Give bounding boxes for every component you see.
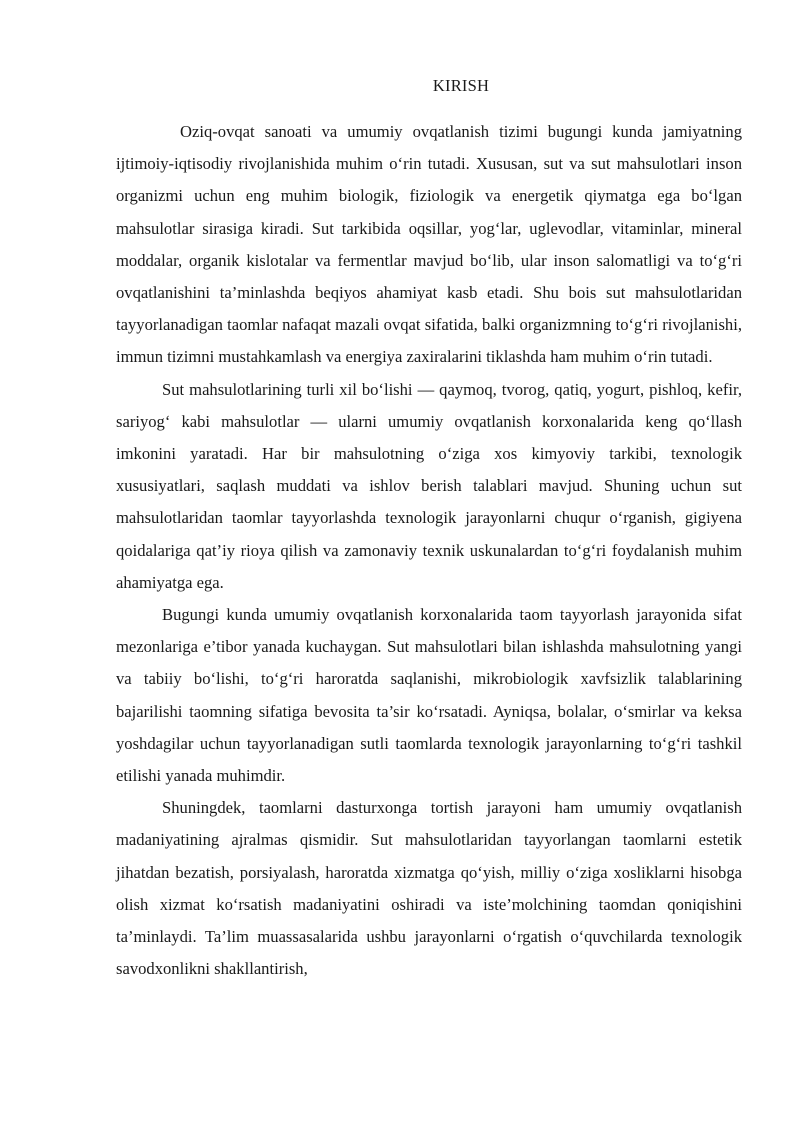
document-body [116, 116, 742, 985]
paragraph-2: Sut mahsulotlarining turli xil bo‘lishi — qaymoq, tvorog, qatiq, yogurt, pishloq, kefir, sariyog‘ kabi mahsulotlar — ularni umumiy ovqatlanish korxonalarida keng qo‘llash imkonini yaratadi. Har bir mahsulotning o‘ziga xos kimyoviy tarkibi, texnologik xususiyatlari, saqlash muddati va ishlov berish talablari mavjud. Shuning uchun sut mahsulotlaridan taomlar tayyorlashda texnologik jarayonlarni chuqur o‘rganish, gigiyena qoidalariga qat’iy rioya qilish va zamonaviy texnik uskunalardan to‘g‘ri foydalanish muhim ahamiyatga ega. [116, 379, 742, 592]
paragraph-4: Shuningdek, taomlarni dasturxonga tortish jarayoni ham umumiy ovqatlanish madaniyatining ajralmas qismidir. Sut mahsulotlaridan tayyorlangan taomlarni estetik jihatdan bezatish, porsiyalash, haroratda xizmatga qo‘yish, milliy o‘ziga xosliklarni hisobga olish xizmat ko‘rsatish madaniyatini oshiradi va iste’molchining taomdan qoniqishini ta’minlaydi. Ta’lim muassasalarida ushbu jarayonlarni o‘rgatish o‘quvchilarda texnologik savodxonlikni shakllantirish, [116, 798, 742, 979]
section-heading: KIRISH [432, 76, 490, 95]
paragraph-1: Oziq-ovqat sanoati va umumiy ovqatlanish tizimi bugungi kunda jamiyatning ijtimoiy-iqtisodiy rivojlanishida muhim o‘rin tutadi. Xususan, sut va sut mahsulotlari inson organizmi uchun eng muhim biologik, fiziologik va energetik qiymatga ega bo‘lgan mahsulotlar sirasiga kiradi. Sut tarkibida oqsillar, yog‘lar, uglevodlar, vitaminlar, mineral moddalar, organik kislotalar va fermentlar mavjud bo‘lib, ular inson salomatligi va to‘g‘ri ovqatlanishini ta’minlashda beqiyos ahamiyat kasb etadi. Shu bois sut mahsulotlaridan tayyorlanadigan taomlar nafaqat mazali ovqat sifatida, balki organizmning to‘g‘ri rivojlanishi, immun tizimni mustahkamlash va energiya zaxiralarini tiklashda ham muhim o‘rin tutadi. [116, 122, 742, 367]
paragraph-3: Bugungi kunda umumiy ovqatlanish korxonalarida taom tayyorlash jarayonida sifat mezonlariga e’tibor yanada kuchaygan. Sut mahsulotlari bilan ishlashda mahsulotning yangi va tabiiy bo‘lishi, to‘g‘ri haroratda saqlanishi, mikrobiologik xavfsizlik talablarining bajarilishi taomning sifatiga bevosita ta’sir ko‘rsatadi. Ayniqsa, bolalar, o‘smirlar va keksa yoshdagilar uchun tayyorlanadigan sutli taomlarda texnologik jarayonlarning to‘g‘ri tashkil etilishi yanada muhimdir. [116, 605, 742, 786]
